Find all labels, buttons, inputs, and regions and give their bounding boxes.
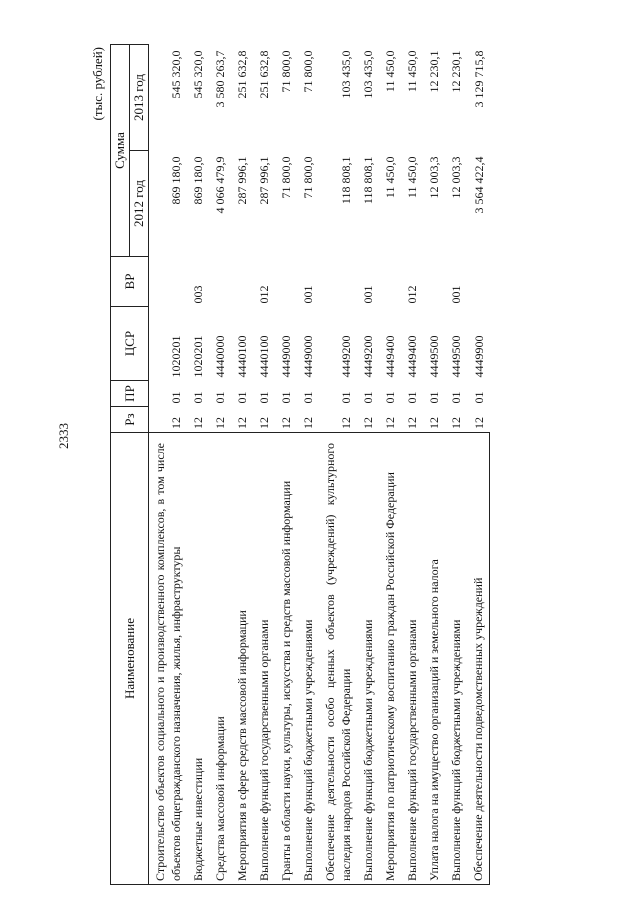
table-body (149, 45, 490, 885)
header-sum: Сумма (111, 45, 130, 257)
row-csr: 4440000 (213, 335, 227, 378)
row-pr: 01 (405, 391, 419, 404)
row-sum-2012: 118 808,1 (361, 156, 375, 205)
row-name: Выполнение функций государственными органами (401, 433, 423, 885)
row-sum-2013: 3 580 263,7 (213, 50, 227, 108)
row-name: Выполнение функций государственными органами (253, 433, 275, 885)
table-row (467, 45, 490, 885)
row-name: Бюджетные инвестиции (187, 433, 209, 885)
row-pr: 01 (191, 391, 205, 404)
table-row (357, 45, 379, 885)
row-csr: 4449400 (383, 335, 397, 378)
row-pr: 01 (339, 391, 353, 404)
row-csr: 4449200 (339, 335, 353, 378)
row-sum-2013: 11 450,0 (383, 50, 397, 93)
row-name: Средства массовой информации (209, 433, 231, 885)
row-sum-2012: 12 003,3 (427, 156, 441, 199)
row-vr (319, 257, 357, 307)
row-vr (231, 257, 253, 307)
row-sum-2012: 11 450,0 (383, 156, 397, 199)
table-row (379, 45, 401, 885)
table-row (297, 45, 319, 885)
row-vr: 001 (449, 285, 463, 304)
row-rz: 12 (427, 417, 441, 429)
row-csr: 4440100 (257, 335, 271, 378)
row-sum-2012: 869 180,0 (191, 156, 205, 205)
table-row (319, 45, 357, 885)
row-sum-2013: 12 230,1 (449, 50, 463, 93)
row-csr: 4449900 (471, 335, 486, 378)
row-sum-2013: 103 435,0 (339, 50, 353, 99)
row-vr (149, 257, 188, 307)
row-csr: 4440100 (235, 335, 249, 378)
row-rz: 12 (301, 417, 315, 429)
header-name: Наименование (111, 433, 149, 885)
row-name: Строительство объектов социального и производственного комплексов, в том числе объектов общегражданского назначения, жилья, инфраструктуры (149, 433, 188, 885)
row-csr: 4449500 (449, 335, 463, 378)
budget-table-page (88, 45, 596, 885)
row-name: Выполнение функций бюджетными учреждениями (357, 433, 379, 885)
table-row (231, 45, 253, 885)
row-rz: 12 (257, 417, 271, 429)
row-sum-2012: 11 450,0 (405, 156, 419, 199)
row-sum-2012: 12 003,3 (449, 156, 463, 199)
row-rz: 12 (191, 417, 205, 429)
row-name: Обеспечение деятельности особо ценных объектов (учреждений) культурного наследия народов Российской Федерации (319, 433, 357, 885)
row-rz: 12 (169, 417, 183, 429)
row-sum-2013: 11 450,0 (405, 50, 419, 93)
row-pr: 01 (169, 391, 183, 404)
row-vr (467, 257, 490, 307)
row-rz: 12 (235, 417, 249, 429)
row-pr: 01 (213, 391, 227, 404)
row-sum-2013: 12 230,1 (427, 50, 441, 93)
row-rz: 12 (213, 417, 227, 429)
row-sum-2012: 869 180,0 (169, 156, 183, 205)
row-csr: 4449000 (301, 335, 315, 378)
row-pr: 01 (471, 391, 486, 404)
row-name: Уплата налога на имущество организаций и земельного налога (423, 433, 445, 885)
row-pr: 01 (301, 391, 315, 404)
row-sum-2012: 71 800,0 (301, 156, 315, 199)
row-csr: 1020201 (169, 335, 183, 378)
row-name: Обеспечение деятельности подведомственных учреждений (467, 433, 490, 885)
row-sum-2013: 71 800,0 (301, 50, 315, 93)
budget-table (110, 44, 490, 885)
row-sum-2013: 545 320,0 (169, 50, 183, 99)
row-csr: 4449000 (279, 335, 293, 378)
row-sum-2012: 118 808,1 (339, 156, 353, 205)
row-vr: 012 (257, 285, 271, 304)
row-csr: 4449400 (405, 335, 419, 378)
row-name: Гранты в области науки, культуры, искусства и средств массовой информации (275, 433, 297, 885)
row-sum-2012: 4 066 479,9 (213, 156, 227, 214)
header-csr: ЦСР (111, 307, 149, 381)
row-sum-2013: 545 320,0 (191, 50, 205, 99)
row-pr: 01 (427, 391, 441, 404)
header-rz: Рз (111, 407, 149, 433)
table-row (445, 45, 467, 885)
row-pr: 01 (235, 391, 249, 404)
table-row (423, 45, 445, 885)
row-vr (423, 257, 445, 307)
row-rz: 12 (339, 417, 353, 429)
table-row (401, 45, 423, 885)
row-sum-2012: 287 996,1 (235, 156, 249, 205)
row-name: Выполнение функций бюджетными учреждениями (297, 433, 319, 885)
row-rz: 12 (471, 417, 486, 429)
header-year-2013: 2013 год (130, 45, 149, 151)
table-row (187, 45, 209, 885)
table-row (253, 45, 275, 885)
row-rz: 12 (279, 417, 293, 429)
row-vr: 003 (191, 285, 205, 304)
row-sum-2012: 3 564 422,4 (471, 156, 486, 214)
table-row (275, 45, 297, 885)
row-sum-2012: 71 800,0 (279, 156, 293, 199)
row-sum-2013: 251 632,8 (235, 50, 249, 99)
row-vr (209, 257, 231, 307)
row-pr: 01 (449, 391, 463, 404)
row-rz: 12 (405, 417, 419, 429)
row-csr: 4449500 (427, 335, 441, 378)
row-name: Мероприятия по патриотическому воспитанию граждан Российской Федерации (379, 433, 401, 885)
row-vr (275, 257, 297, 307)
row-vr: 001 (361, 285, 375, 304)
header-pr: ПР (111, 381, 149, 407)
row-pr: 01 (257, 391, 271, 404)
row-rz: 12 (361, 417, 375, 429)
row-pr: 01 (279, 391, 293, 404)
page-number: 2333 (56, 423, 71, 449)
table-row (149, 45, 188, 885)
row-pr: 01 (383, 391, 397, 404)
units-label: (тыс. рублей) (90, 47, 105, 121)
header-row-top (111, 45, 130, 885)
row-sum-2013: 103 435,0 (361, 50, 375, 99)
row-sum-2013: 71 800,0 (279, 50, 293, 93)
row-pr: 01 (361, 391, 375, 404)
table-row (209, 45, 231, 885)
row-name: Выполнение функций бюджетными учреждениями (445, 433, 467, 885)
row-vr: 001 (301, 285, 315, 304)
header-vr: ВР (111, 257, 149, 307)
row-sum-2013: 3 129 715,8 (471, 50, 486, 108)
row-rz: 12 (449, 417, 463, 429)
row-vr: 012 (405, 285, 419, 304)
row-name: Мероприятия в сфере средств массовой информации (231, 433, 253, 885)
row-sum-2013: 251 632,8 (257, 50, 271, 99)
row-csr: 4449200 (361, 335, 375, 378)
row-sum-2012: 287 996,1 (257, 156, 271, 205)
row-csr: 1020201 (191, 335, 205, 378)
header-year-2012: 2012 год (130, 151, 149, 257)
row-vr (379, 257, 401, 307)
row-rz: 12 (383, 417, 397, 429)
